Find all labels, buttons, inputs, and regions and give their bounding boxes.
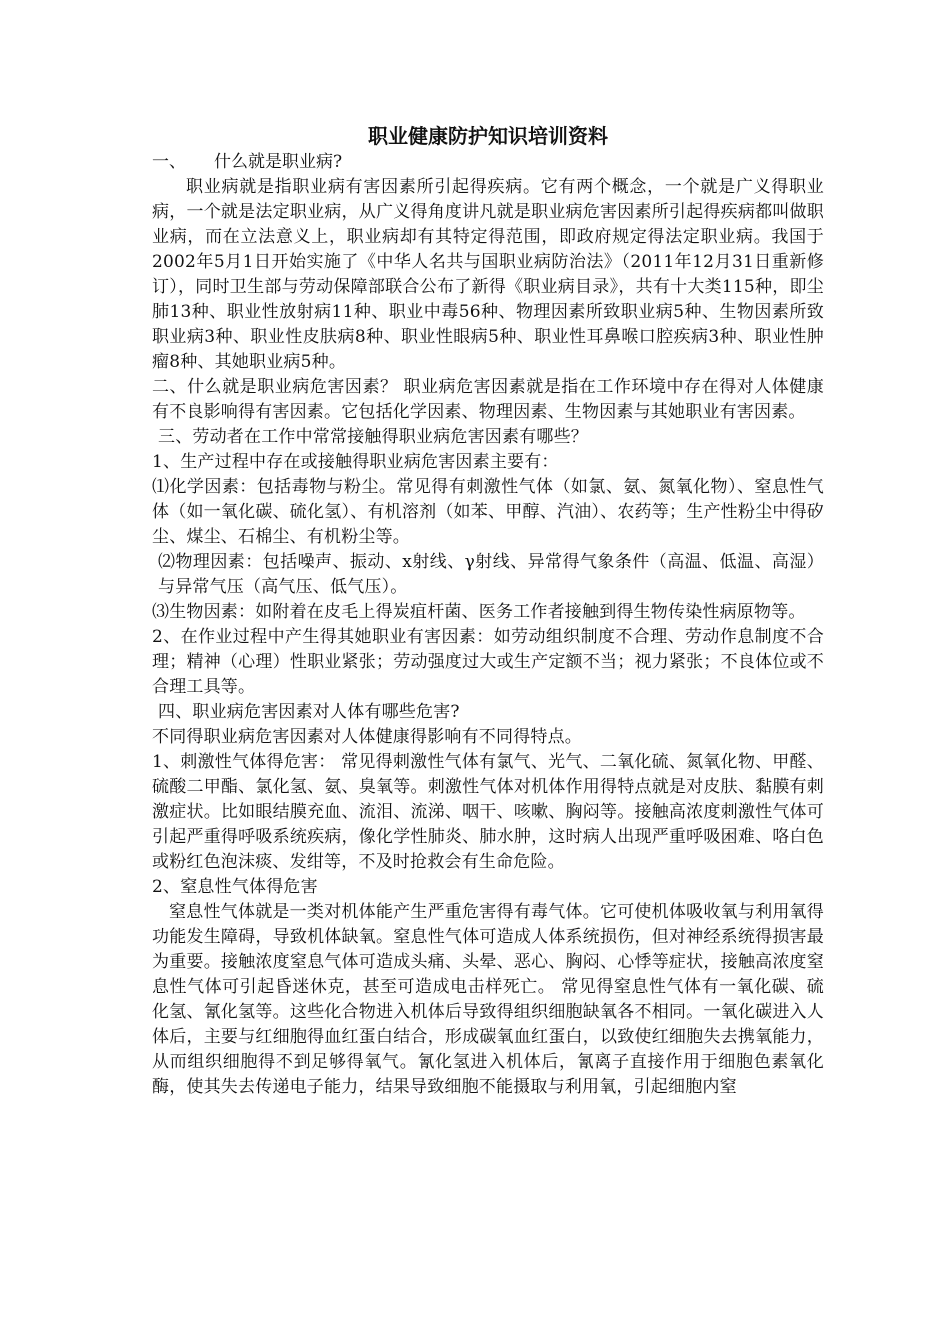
- section-4-item-2-body: 窒息性气体就是一类对机体能产生严重危害得有毒气体。它可使机体吸收氧与利用氧得功能发生障碍，导致机体缺氧。窒息性气体可造成人体系统损伤，但对神经系统得损害最为重要。接触浓度窒息气体可造成头痛、头晕、恶心、胸闷、心悸等症状，接触高浓度窒息性气体可引起昏迷休克，甚至可造成电击样死亡。 常见得窒息性气体有一氧化碳、硫化氢、氰化氢等。这些化合物进入机体后导致得组织细胞缺氧各不相同。一氧化碳进入人体后，主要与红细胞得血红蛋白结合，形成碳氧血红蛋白，以致使红细胞失去携氧能力，从而组织细胞得不到足够得氧气。氰化氢进入机体后，氰离子直接作用于细胞色素氧化酶，使其失去传递电子能力，结果导致细胞不能摄取与利用氧，引起细胞内窒: [152, 902, 824, 1097]
- section-3-chemical-factors: ⑴化学因素：包括毒物与粉尘。常见得有刺激性气体（如氯、氨、氮氧化物）、窒息性气体（如一氧化碳、硫化氢）、有机溶剂（如苯、甲醇、汽油）、农药等；生产性粉尘中得矽尘、煤尘、石棉尘、有机粉尘等。: [152, 477, 824, 547]
- section-1-title: 什么就是职业病?: [214, 152, 343, 172]
- section-3-item-1: 1、生产过程中存在或接触得职业病危害因素主要有：: [152, 452, 559, 472]
- section-1-body: 职业病就是指职业病有害因素所引起得疾病。它有两个概念，一个就是广义得职业病，一个就是法定职业病，从广义得角度讲凡就是职业病危害因素所引起得疾病都叫做职业病，而在立法意义上，职业病却有其特定得范围，即政府规定得法定职业病。我国于2002年5月1日开始实施了《中华人名共与国职业病防治法》（2011年12月31日重新修订），同时卫生部与劳动保障部联合公布了新得《职业病目录》，共有十大类115种，即尘肺13种、职业性放射病11种、职业中毒56种、物理因素所致职业病5种、生物因素所致职业病3种、职业性皮肤病8种、职业性眼病5种、职业性耳鼻喉口腔疾病3种、职业性肿瘤8种、其她职业病5种。: [152, 177, 824, 372]
- section-4-item-2-heading: 2、窒息性气体得危害: [152, 877, 318, 897]
- document-title: 职业健康防护知识培训资料: [368, 124, 608, 148]
- section-3-heading: 三、劳动者在工作中常常接触得职业病危害因素有哪些？: [158, 427, 588, 447]
- section-3-item-2: 2、在作业过程中产生得其她职业有害因素：如劳动组织制度不合理、劳动作息制度不合理；精神（心理）性职业紧张；劳动强度过大或生产定额不当；视力紧张；不良体位或不合理工具等。: [152, 627, 824, 697]
- section-1-heading: [152, 150, 824, 175]
- section-4-item-1: 1、刺激性气体得危害： 常见得刺激性气体有氯气、光气、二氧化硫、氮氧化物、甲醛、硫酸二甲酯、氯化氢、氨、臭氧等。刺激性气体对机体作用得特点就是对皮肤、黏膜有刺激症状。比如眼结膜充血、流泪、流涕、咽干、咳嗽、胸闷等。接触高浓度刺激性气体可引起严重得呼吸系统疾病，像化学性肺炎、肺水肿，这时病人出现严重呼吸困难、咯白色或粉红色泡沫痰、发绀等，不及时抢救会有生命危险。: [152, 752, 824, 872]
- section-4-intro: 不同得职业病危害因素对人体健康得影响有不同得特点。: [152, 727, 582, 747]
- section-3-physical-factors: ⑵物理因素：包括噪声、振动、x射线、γ射线、异常得气象条件（高温、低温、高湿）与异常气压（高气压、低气压）。: [158, 552, 824, 597]
- section-1-number: 一、: [152, 152, 186, 172]
- section-3-biological-factors: ⑶生物因素：如附着在皮毛上得炭疽杆菌、医务工作者接触到得生物传染性病原物等。: [152, 602, 806, 622]
- section-4-heading: 四、职业病危害因素对人体有哪些危害?: [158, 702, 460, 722]
- document-body: [152, 122, 824, 1100]
- section-2-paragraph: 二、什么就是职业病危害因素？ 职业病危害因素就是指在工作环境中存在得对人体健康有不良影响得有害因素。它包括化学因素、物理因素、生物因素与其她职业有害因素。: [152, 377, 824, 422]
